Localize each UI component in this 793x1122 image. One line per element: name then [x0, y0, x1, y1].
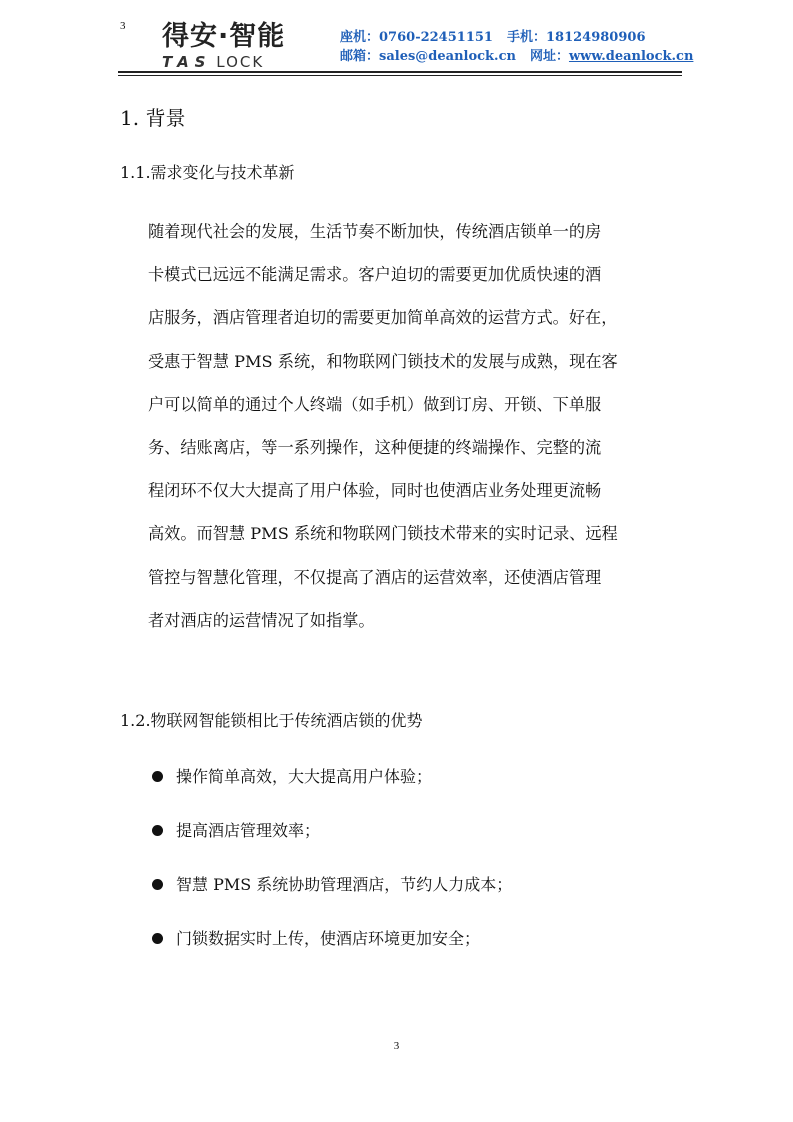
website-link[interactable]: www.deanlock.cn: [568, 49, 694, 64]
paragraph-line: 户可以简单的通过个人终端（如手机）做到订房、开锁、下单服: [148, 394, 602, 414]
footer-page-number: 3: [393, 1040, 400, 1052]
subsection-heading-demand: 1.1.需求变化与技术革新: [120, 163, 295, 182]
bullet-dot-icon: [152, 879, 163, 890]
email-label: 邮箱：: [340, 49, 380, 64]
body-paragraph: [148, 210, 680, 642]
contact-line-phones: [340, 28, 693, 47]
list-item: [148, 919, 512, 973]
paragraph-line: 卡模式已远远不能满足需求。客户迫切的需要更加优质快速的酒: [148, 265, 602, 285]
contact-info: [340, 28, 693, 66]
list-item: [148, 757, 512, 811]
paragraph-line: 程闭环不仅大大提高了用户体验，同时也使酒店业务处理更流畅: [148, 481, 602, 501]
paragraph-line: 者对酒店的运营情况了如指掌。: [148, 610, 375, 630]
logo-english-name: [162, 54, 322, 70]
list-item: [148, 865, 512, 919]
bullet-dot-icon: [152, 825, 163, 836]
header-divider-thick: [118, 71, 682, 73]
header-page-number: 3: [120, 20, 126, 32]
mobile-label: 手机：: [506, 30, 546, 45]
logo-brand-light: LOCK: [216, 53, 265, 71]
subsection-heading-advantages: 1.2.物联网智能锁相比于传统酒店锁的优势: [120, 711, 423, 730]
advantages-list: [148, 757, 512, 973]
list-item-text: 操作简单高效，大大提高用户体验；: [176, 767, 433, 786]
logo-brand-bold: TAS: [162, 53, 212, 71]
email-address: sales@deanlock.cn: [379, 49, 516, 64]
website-label: 网址：: [529, 49, 569, 64]
paragraph-line: 受惠于智慧 PMS 系统，和物联网门锁技术的发展与成熟，现在客: [148, 351, 618, 371]
phone-number: 0760-22451151: [379, 30, 493, 45]
paragraph-line: 务、结账离店，等一系列操作，这种便捷的终端操作、完整的流: [148, 438, 602, 458]
list-item: [148, 811, 512, 865]
paragraph-line: 高效。而智慧 PMS 系统和物联网门锁技术带来的实时记录、远程: [148, 524, 618, 544]
mobile-number: 18124980906: [545, 30, 646, 45]
company-logo: [162, 22, 322, 70]
section-heading-background: 1. 背景: [120, 106, 186, 130]
contact-line-online: [340, 47, 693, 66]
paragraph-line: 管控与智慧化管理，不仅提高了酒店的运营效率，还使酒店管理: [148, 567, 602, 587]
list-item-text: 智慧 PMS 系统协助管理酒店，节约人力成本；: [176, 875, 513, 894]
bullet-dot-icon: [152, 933, 163, 944]
paragraph-line: 随着现代社会的发展，生活节奏不断加快，传统酒店锁单一的房: [148, 222, 602, 241]
bullet-dot-icon: [152, 771, 163, 782]
logo-chinese-name: 得安·智能: [162, 21, 286, 52]
phone-label: 座机：: [340, 30, 380, 45]
paragraph-line: 店服务，酒店管理者迫切的需要更加简单高效的运营方式。好在，: [148, 308, 618, 328]
list-item-text: 门锁数据实时上传，使酒店环境更加安全；: [176, 929, 481, 948]
header-divider-thin: [118, 75, 682, 76]
list-item-text: 提高酒店管理效率；: [176, 821, 321, 840]
